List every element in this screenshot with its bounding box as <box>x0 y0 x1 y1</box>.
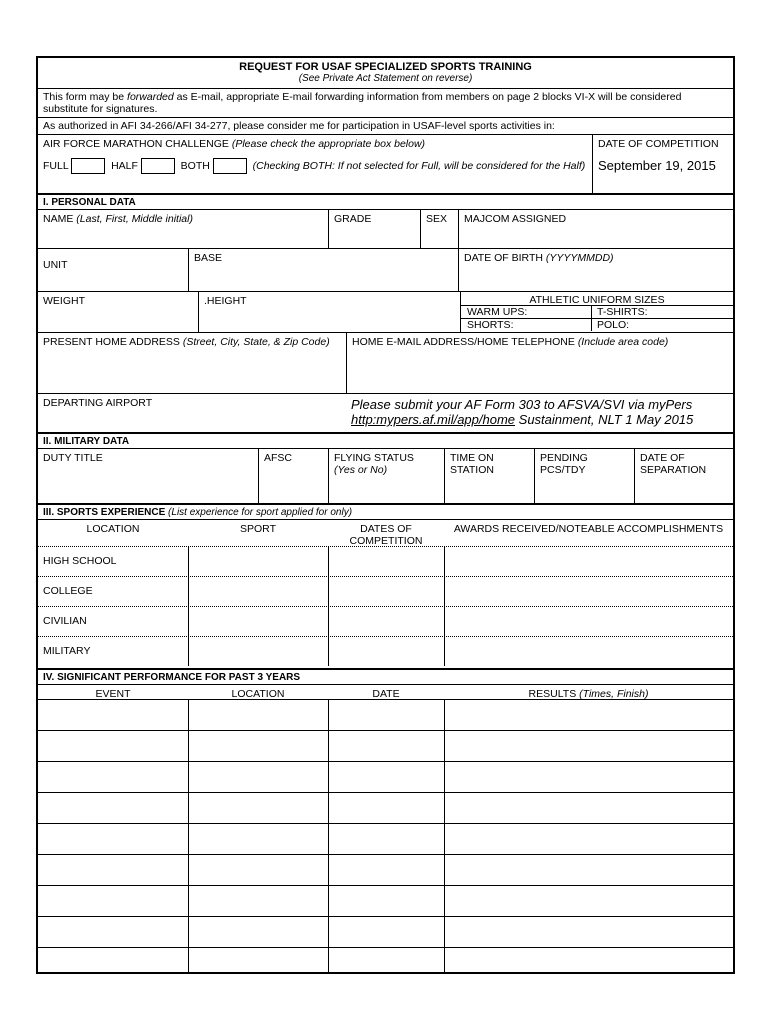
form-title: REQUEST FOR USAF SPECIALIZED SPORTS TRAINING <box>239 61 532 73</box>
performance-row <box>38 855 733 885</box>
perf-results-note: (Times, Finish) <box>579 688 649 700</box>
afsc-label: AFSC <box>264 452 293 464</box>
flying-field[interactable] <box>328 449 444 503</box>
dob-label: DATE OF BIRTH <box>464 252 543 264</box>
full-label: FULL <box>43 159 69 172</box>
address-note: (Street, City, State, & Zip Code) <box>182 336 330 348</box>
performance-cell[interactable] <box>188 855 328 885</box>
afsc-field[interactable] <box>258 449 328 503</box>
performance-cell[interactable] <box>444 948 733 972</box>
grade-label: GRADE <box>334 213 372 225</box>
performance-cell[interactable] <box>188 793 328 823</box>
performance-row <box>38 886 733 916</box>
sports-header <box>38 520 733 546</box>
sports-title: III. SPORTS EXPERIENCE <box>43 507 166 518</box>
performance-cell[interactable] <box>38 948 188 972</box>
both-note: (Checking BOTH: If not selected for Full, will be considered for the Half) <box>252 159 586 172</box>
warmups-label[interactable]: WARM UPS: <box>467 306 528 318</box>
dob-note: (YYYYMMDD) <box>545 252 614 264</box>
performance-cell[interactable] <box>444 886 733 916</box>
perf-results-label: RESULTS <box>528 688 577 700</box>
sports-cell[interactable] <box>444 607 733 636</box>
mypers-link[interactable]: http:mypers.af.mil/app/home <box>351 412 516 427</box>
personal-row-2 <box>38 249 733 291</box>
sex-field[interactable] <box>420 210 458 248</box>
performance-cell[interactable] <box>328 917 444 947</box>
duty-label: DUTY TITLE <box>43 452 103 464</box>
sports-cell[interactable] <box>188 607 328 636</box>
email-note: (Include area code) <box>577 336 669 348</box>
pending-label-1: PENDING <box>540 452 588 464</box>
unit-label: UNIT <box>43 259 68 271</box>
sports-cell[interactable] <box>328 607 444 636</box>
performance-cell[interactable] <box>188 886 328 916</box>
personal-row-4 <box>38 333 733 393</box>
name-field[interactable] <box>38 210 328 248</box>
forward-prefix: This form may be <box>43 91 128 103</box>
performance-header <box>38 685 733 699</box>
sports-note: (List experience for sport applied for only) <box>168 507 353 518</box>
weight-label: WEIGHT <box>43 295 85 307</box>
sports-col-dates: DATES OF COMPETITION <box>349 523 423 547</box>
section-personal: I. PERSONAL DATA <box>43 197 136 208</box>
duty-field[interactable] <box>38 449 258 503</box>
performance-cell[interactable] <box>328 731 444 761</box>
airport-label: DEPARTING AIRPORT <box>43 397 153 409</box>
majcom-field[interactable] <box>458 210 733 248</box>
performance-row <box>38 731 733 761</box>
performance-cell[interactable] <box>188 731 328 761</box>
performance-cell[interactable] <box>444 824 733 854</box>
email-label: HOME E-MAIL ADDRESS/HOME TELEPHONE <box>352 336 575 348</box>
performance-row <box>38 824 733 854</box>
forward-note <box>38 89 733 117</box>
height-label: .HEIGHT <box>204 295 247 307</box>
sports-cell[interactable] <box>328 547 444 576</box>
sports-cell[interactable] <box>328 637 444 666</box>
authorized-note: As authorized in AFI 34-266/AFI 34-277, please consider me for participation in USAF-level sports activities in: <box>43 120 555 132</box>
sports-cell[interactable] <box>444 547 733 576</box>
sports-row <box>38 547 733 576</box>
separation-field[interactable] <box>634 449 733 503</box>
sports-cell[interactable] <box>188 637 328 666</box>
sports-cell[interactable] <box>444 577 733 606</box>
performance-cell[interactable] <box>328 824 444 854</box>
perf-col-event: EVENT <box>95 688 131 700</box>
performance-cell[interactable] <box>444 855 733 885</box>
perf-col-results <box>444 685 733 699</box>
base-label: BASE <box>194 252 223 264</box>
sports-cell[interactable] <box>328 577 444 606</box>
tshirts-label[interactable]: T-SHIRTS: <box>591 306 648 318</box>
event-block <box>38 135 733 193</box>
personal-row-1 <box>38 210 733 248</box>
section-performance: IV. SIGNIFICANT PERFORMANCE FOR PAST 3 YEARS <box>43 672 301 683</box>
flying-note: (Yes or No) <box>334 464 388 476</box>
performance-cell[interactable] <box>38 793 188 823</box>
uniform-label: ATHLETIC UNIFORM SIZES <box>529 294 665 306</box>
submit-line-2: Sustainment, NLT 1 May 2015 <box>515 412 694 427</box>
form-subtitle: (See Private Act Statement on reverse) <box>298 73 473 84</box>
performance-row <box>38 762 733 792</box>
sports-cell[interactable] <box>188 577 328 606</box>
weight-field[interactable] <box>38 292 198 332</box>
base-field[interactable] <box>188 249 458 291</box>
performance-cell[interactable] <box>328 855 444 885</box>
performance-cell[interactable] <box>188 824 328 854</box>
sep-label-1: DATE OF <box>640 452 685 464</box>
forward-italic: forwarded <box>127 91 174 103</box>
sports-training-form <box>36 56 735 974</box>
military-row <box>38 449 733 503</box>
performance-cell[interactable] <box>328 886 444 916</box>
sports-row <box>38 577 733 606</box>
pending-label-2: PCS/TDY <box>540 464 586 476</box>
both-checkbox[interactable] <box>213 158 247 174</box>
performance-cell[interactable] <box>38 917 188 947</box>
performance-cell[interactable] <box>38 731 188 761</box>
majcom-label: MAJCOM ASSIGNED <box>464 213 567 225</box>
sports-row <box>38 607 733 636</box>
sports-row-label: HIGH SCHOOL <box>43 555 117 567</box>
event-label: AIR FORCE MARATHON CHALLENGE <box>43 138 229 150</box>
section-military: II. MILITARY DATA <box>43 436 130 447</box>
date-of-competition-value[interactable]: September 19, 2015 <box>598 158 716 173</box>
sports-col-location: LOCATION <box>86 523 140 535</box>
half-label: HALF <box>111 159 138 172</box>
performance-cell[interactable] <box>328 793 444 823</box>
performance-cell[interactable] <box>38 886 188 916</box>
sports-col-awards: AWARDS RECEIVED/NOTEABLE ACCOMPLISHMENTS <box>453 523 724 535</box>
performance-cell[interactable] <box>38 700 188 730</box>
sports-row-label: COLLEGE <box>43 585 93 597</box>
performance-cell[interactable] <box>38 762 188 792</box>
date-of-competition-label: DATE OF COMPETITION <box>598 138 719 150</box>
sports-row-label: MILITARY <box>43 645 91 657</box>
performance-cell[interactable] <box>38 855 188 885</box>
performance-row <box>38 793 733 823</box>
sports-cell[interactable] <box>188 547 328 576</box>
sports-col-sport: SPORT <box>240 523 276 535</box>
performance-cell[interactable] <box>188 917 328 947</box>
performance-cell[interactable] <box>188 762 328 792</box>
dob-field[interactable] <box>458 249 733 291</box>
flying-label: FLYING STATUS <box>334 452 414 464</box>
sex-label: SEX <box>426 213 448 225</box>
unit-field[interactable] <box>38 249 188 291</box>
height-field[interactable] <box>198 292 460 332</box>
pending-field[interactable] <box>534 449 634 503</box>
submit-note <box>346 394 733 432</box>
sep-label-2: SEPARATION <box>640 464 707 476</box>
performance-cell[interactable] <box>444 762 733 792</box>
personal-row-5 <box>38 394 733 432</box>
performance-cell[interactable] <box>444 917 733 947</box>
shorts-label[interactable]: SHORTS: <box>467 319 514 331</box>
performance-cell[interactable] <box>188 700 328 730</box>
performance-cell[interactable] <box>444 700 733 730</box>
form-header <box>38 58 733 88</box>
name-label: NAME <box>43 213 74 225</box>
grade-field[interactable] <box>328 210 420 248</box>
event-label-note: (Please check the appropriate box below) <box>231 138 426 150</box>
address-label: PRESENT HOME ADDRESS <box>43 336 180 348</box>
performance-cell[interactable] <box>328 948 444 972</box>
uniform-sizes <box>460 292 733 332</box>
performance-cell[interactable] <box>328 700 444 730</box>
performance-cell[interactable] <box>444 731 733 761</box>
time-label-2: STATION <box>450 464 494 476</box>
address-field[interactable] <box>38 333 346 393</box>
airport-field[interactable] <box>38 394 346 432</box>
performance-cell[interactable] <box>444 793 733 823</box>
perf-col-location: LOCATION <box>231 688 285 700</box>
sports-cell[interactable] <box>444 637 733 666</box>
sports-row-label: CIVILIAN <box>43 615 87 627</box>
time-label-1: TIME ON <box>450 452 494 464</box>
half-checkbox[interactable] <box>141 158 175 174</box>
performance-cell[interactable] <box>188 948 328 972</box>
submit-line-1: Please submit your AF Form 303 to AFSVA/SVI via myPers <box>351 397 693 412</box>
name-note: (Last, First, Middle initial) <box>76 213 193 225</box>
performance-row <box>38 700 733 730</box>
both-label: BOTH <box>180 159 210 172</box>
forward-rest: as E-mail, appropriate E-mail forwarding information from members on page 2 blocks VI-X will be considered substitute for signatures. <box>43 91 682 115</box>
sports-row <box>38 637 733 666</box>
polo-label[interactable]: POLO: <box>591 319 629 331</box>
performance-cell[interactable] <box>38 824 188 854</box>
email-field[interactable] <box>346 333 733 393</box>
performance-cell[interactable] <box>328 762 444 792</box>
time-field[interactable] <box>444 449 534 503</box>
performance-row <box>38 948 733 972</box>
personal-row-3 <box>38 292 733 332</box>
section-sports <box>38 505 733 519</box>
perf-col-date: DATE <box>372 688 400 700</box>
full-checkbox[interactable] <box>71 158 105 174</box>
performance-row <box>38 917 733 947</box>
